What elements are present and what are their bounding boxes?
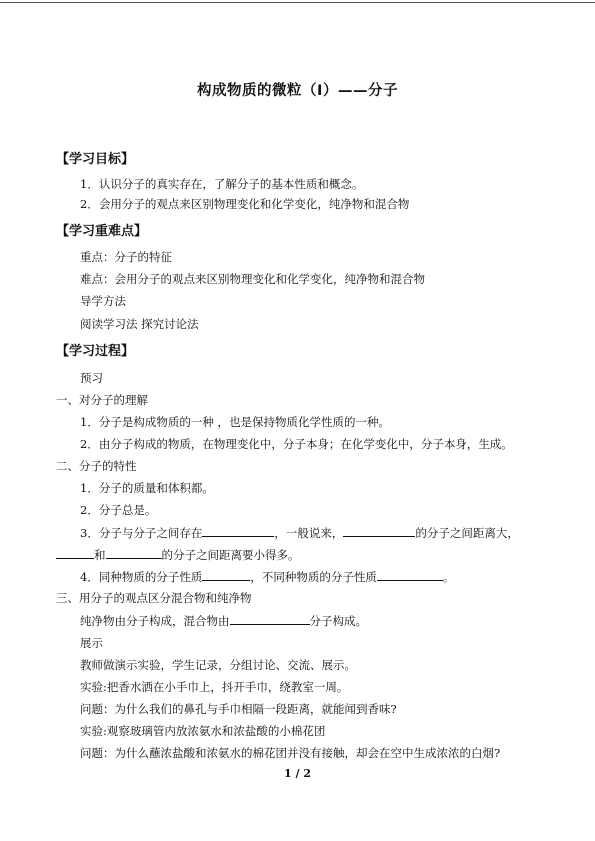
fill-blank[interactable] (377, 569, 443, 581)
fill-blank[interactable] (56, 547, 94, 559)
difficulty-heading: 【学习重难点】 (56, 224, 148, 239)
part2-item-4-text-b: ，不同种物质的分子性质 (250, 570, 377, 584)
part3-text-a: 纯净物由分子构成，混合物由 (80, 614, 230, 628)
demo-text: 教师做演示实验，学生记录，分组讨论、交流、展示。 (80, 658, 356, 672)
experiment-1: 实验:把香水洒在小手巾上，抖开手巾，绕教室一周。 (80, 680, 349, 694)
page-top-rule (0, 2, 595, 3)
part2-item-4 (80, 569, 454, 584)
methods: 阅读学习法 探究讨论法 (80, 317, 199, 331)
part1-item-1: 1．分子是构成物质的一种 ，也是保持物质化学性质的一种。 (80, 415, 390, 429)
method-label: 导学方法 (80, 294, 126, 308)
part2-item-3-text-b: ，一般说来， (274, 526, 344, 540)
process-heading: 【学习过程】 (56, 344, 135, 359)
part3-title: 三、用分子的观点区分混合物和纯净物 (56, 591, 252, 605)
part2-item-2: 2．分子总是。 (80, 503, 157, 517)
part1-item-2: 2．由分子构成的物质，在物理变化中，分子本身；在化学变化中，分子本身，生成。 (80, 437, 513, 451)
part2-item-3-text-c: 的分子之间距离大， (415, 526, 519, 540)
question-1: 问题：为什么我们的鼻孔与手巾相隔一段距离，就能闻到香味? (80, 702, 397, 716)
part1-title: 一、对分子的理解 (56, 393, 148, 407)
experiment-2: 实验:观察玻璃管内放浓氨水和浓盐酸的小棉花团 (80, 724, 326, 738)
page-number: 1 / 2 (284, 767, 311, 780)
key-point: 重点：分子的特征 (80, 250, 172, 264)
part2-item-3-continued (56, 547, 300, 562)
question-2: 问题：为什么蘸浓盐酸和浓氨水的棉花团并没有接触，却会在空中生成浓浓的白烟? (80, 746, 501, 760)
part2-item-3-text-a: 3．分子与分子之间存在 (80, 526, 203, 540)
difficult-point: 难点：会用分子的观点来区别物理变化和化学变化，纯净物和混合物 (80, 272, 425, 286)
part2-item-3 (80, 525, 519, 540)
goal-item-1: 1．认识分子的真实存在，了解分子的基本性质和概念。 (80, 177, 364, 191)
fill-blank[interactable] (202, 525, 274, 537)
fill-blank[interactable] (202, 569, 250, 581)
part2-item-3-text-e: 的分子之间距离要小得多。 (161, 548, 300, 562)
part2-item-4-text-a: 4．同种物质的分子性质 (80, 570, 203, 584)
part2-item-3-text-d: 和 (94, 548, 106, 562)
page-title: 构成物质的微粒（Ⅰ）——分子 (197, 83, 398, 99)
part3-sentence (80, 613, 367, 628)
goal-item-2: 2．会用分子的观点来区别物理变化和化学变化，纯净物和混合物 (80, 197, 410, 211)
part3-text-b: 分子构成。 (309, 614, 367, 628)
show-label: 展示 (80, 636, 103, 650)
fill-blank[interactable] (106, 547, 162, 559)
goals-heading: 【学习目标】 (56, 152, 135, 167)
part2-item-4-text-c: 。 (442, 570, 455, 584)
preview-label: 预习 (80, 371, 103, 385)
fill-blank[interactable] (230, 613, 310, 625)
fill-blank[interactable] (343, 525, 415, 537)
part2-title: 二、分子的特性 (56, 459, 137, 473)
part2-item-1: 1．分子的质量和体积都。 (80, 481, 214, 495)
